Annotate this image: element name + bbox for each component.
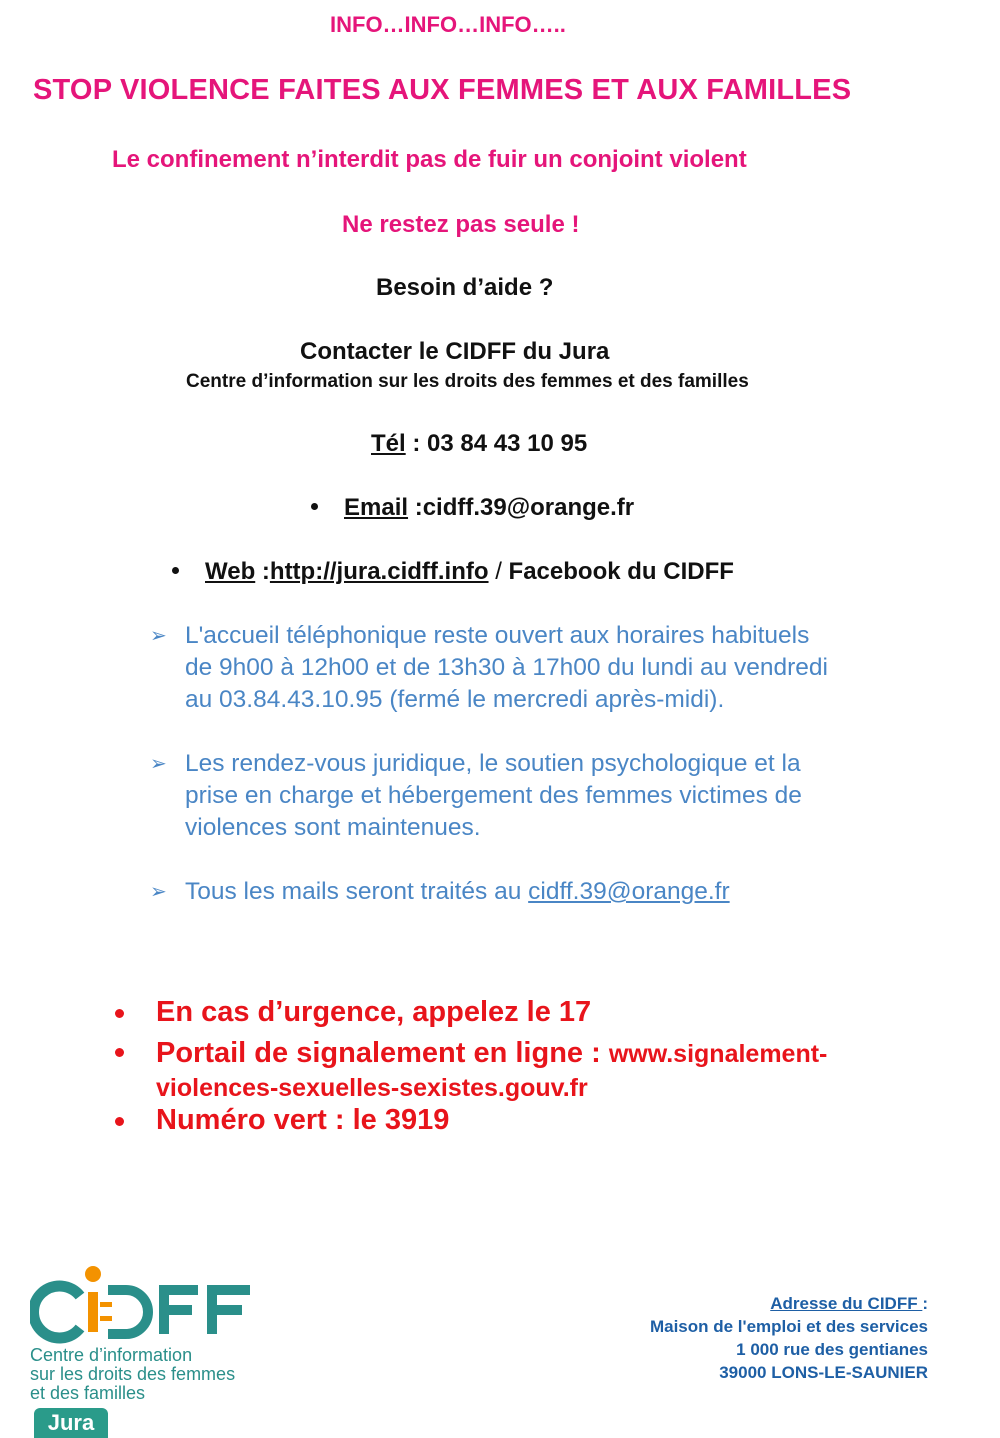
page-title: STOP VIOLENCE FAITES AUX FEMMES ET AUX FAMILLES xyxy=(33,74,852,106)
arrow-bullet-icon: ➢ xyxy=(150,625,167,647)
email-line xyxy=(311,494,634,522)
logo-line-1: Centre d’information xyxy=(30,1345,193,1365)
phone-line xyxy=(371,430,587,458)
address-label: Adresse du CIDFF xyxy=(770,1294,923,1313)
cidff-logo xyxy=(30,1262,300,1438)
address-colon: : xyxy=(922,1294,928,1313)
web-line xyxy=(172,558,734,586)
list-item-rendez-vous xyxy=(150,748,950,844)
mails-text: Tous les mails seront traités au xyxy=(185,878,529,905)
web-slash: / xyxy=(488,558,509,585)
address-line-1: Maison de l'emploi et des services xyxy=(649,1317,928,1336)
email-label: Email xyxy=(344,494,409,521)
besoin-aide-heading: Besoin d’aide ? xyxy=(376,274,554,301)
portail-label: Portail de signalement en ligne : xyxy=(156,1037,609,1069)
list-item-mails xyxy=(150,876,950,908)
urgent-item-portail xyxy=(110,1036,970,1105)
rdv-line-2: prise en charge et hébergement des femmes victimes de xyxy=(185,782,802,809)
urgent-item-17 xyxy=(110,996,970,1029)
bullet-dot-icon xyxy=(172,567,179,574)
phone-label: Tél xyxy=(371,430,406,457)
red-bullet-icon xyxy=(115,1009,124,1018)
address-line-2: 1 000 rue des gentianes xyxy=(736,1340,928,1359)
mails-link[interactable]: cidff.39@orange.fr xyxy=(528,878,730,905)
urgent-3919-text: Numéro vert : le 3919 xyxy=(156,1104,450,1136)
logo-line-3: et des familles xyxy=(30,1383,146,1403)
logo-caption xyxy=(30,1346,235,1403)
logo-region-badge: Jura xyxy=(34,1408,108,1438)
rdv-line-3: violences sont maintenues. xyxy=(185,814,481,841)
seule-message: Ne restez pas seule ! xyxy=(342,211,580,238)
address-line-3: 39000 LONS-LE-SAUNIER xyxy=(719,1363,928,1382)
address-block xyxy=(650,1292,928,1384)
urgent-item-3919 xyxy=(110,1104,970,1137)
portail-link-part2[interactable]: violences-sexuelles-sexistes.gouv.fr xyxy=(156,1074,588,1102)
phone-number[interactable]: : 03 84 43 10 95 xyxy=(405,430,588,457)
red-bullet-icon xyxy=(115,1048,124,1057)
cidff-wordmark-icon xyxy=(30,1262,260,1346)
confinement-message: Le confinement n’interdit pas de fuir un conjoint violent xyxy=(112,146,747,173)
rdv-line-1: Les rendez-vous juridique, le soutien psychologique et la xyxy=(185,750,801,777)
list-item-accueil xyxy=(150,620,950,716)
arrow-bullet-icon: ➢ xyxy=(150,881,167,903)
urgent-17-text: En cas d’urgence, appelez le 17 xyxy=(156,996,592,1028)
portail-link-part1[interactable]: www.signalement- xyxy=(608,1040,828,1068)
web-separator: : xyxy=(255,558,270,585)
cidff-full-name: Centre d’information sur les droits des femmes et des familles xyxy=(186,371,749,392)
accueil-line-1: L'accueil téléphonique reste ouvert aux horaires habituels xyxy=(185,622,810,649)
contact-heading: Contacter le CIDFF du Jura xyxy=(300,338,610,365)
arrow-bullet-icon: ➢ xyxy=(150,753,167,775)
email-address[interactable]: :cidff.39@orange.fr xyxy=(408,494,635,521)
facebook-link[interactable]: Facebook du CIDFF xyxy=(508,558,734,585)
accueil-line-3: au 03.84.43.10.95 (fermé le mercredi après-midi). xyxy=(185,686,725,713)
web-label: Web xyxy=(205,558,256,585)
info-banner: INFO…INFO…INFO….. xyxy=(330,12,566,37)
web-link[interactable]: http://jura.cidff.info xyxy=(269,558,489,585)
red-bullet-icon xyxy=(115,1117,124,1126)
bullet-dot-icon xyxy=(311,503,318,510)
accueil-line-2: de 9h00 à 12h00 et de 13h30 à 17h00 du lundi au vendredi xyxy=(185,654,829,681)
logo-line-2: sur les droits des femmes xyxy=(30,1364,236,1384)
